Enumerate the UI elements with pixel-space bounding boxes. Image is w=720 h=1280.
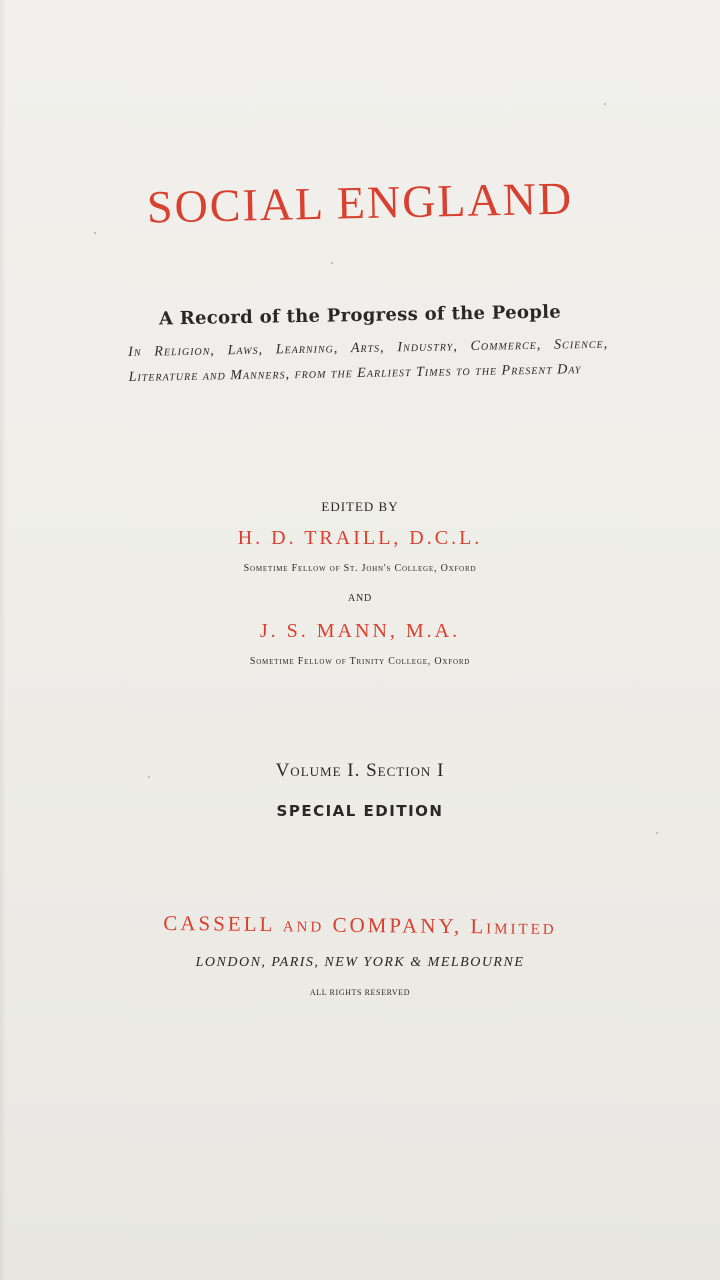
- paper-speck: [94, 232, 96, 234]
- publisher-name: CASSELL and COMPANY, Limited: [163, 910, 557, 940]
- paper-speck: [331, 262, 333, 264]
- paper-speck: [148, 776, 150, 778]
- paper-speck: [656, 832, 658, 834]
- editor-fellowship-traill: Sometime Fellow of St. John's College, Oxford: [243, 563, 477, 574]
- editor-name-mann: J. S. MANN, M.A.: [259, 620, 461, 642]
- volume-section: Volume I. Section I: [275, 760, 445, 781]
- editor-fellowship-mann: Sometime Fellow of Trinity College, Oxford: [249, 656, 471, 667]
- subject-description: In Religion, Laws, Learning, Arts, Industry, Commerce, Science, Literature and Manners, from the Earliest Times to the Present Day: [128, 336, 609, 385]
- publisher-places: LONDON, PARIS, NEW YORK & MELBOURNE: [195, 955, 525, 970]
- record-subtitle: A Record of the Progress of the People: [158, 301, 562, 330]
- edited-by-label: EDITED BY: [321, 499, 399, 514]
- edition-label: SPECIAL EDITION: [276, 802, 444, 820]
- and-label: AND: [347, 593, 373, 604]
- book-title: SOCIAL ENGLAND: [146, 172, 574, 233]
- paper-speck: [604, 103, 606, 105]
- rights-notice: ALL RIGHTS RESERVED: [309, 988, 411, 997]
- editor-name-traill: H. D. TRAILL, D.C.L.: [237, 527, 483, 549]
